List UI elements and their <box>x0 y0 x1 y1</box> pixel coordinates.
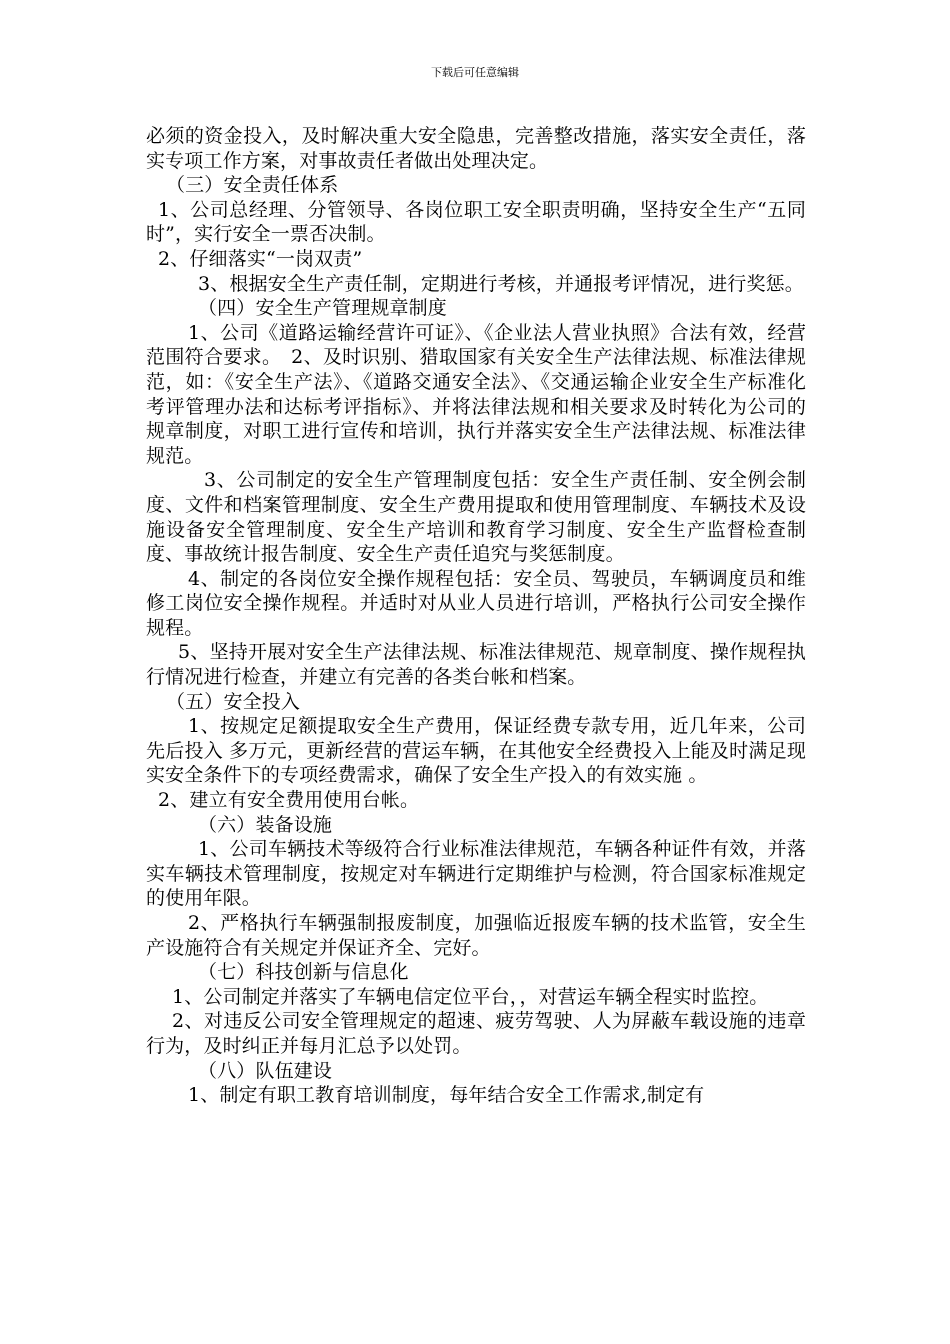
section-heading: （三）安全责任体系 <box>166 174 339 197</box>
paragraph: 2、仔细落实“一岗双责” <box>158 247 363 270</box>
paragraph: 3、根据安全生产责任制，定期进行考核，并通报考评情况，进行奖惩。 <box>198 272 804 295</box>
paragraph: 2、严格执行车辆强制报废制度，加强临近报废车辆的技术监管，安全生产设施符合有关规定并保证齐全、完好。 <box>146 912 806 959</box>
paragraph: 2、对违反公司安全管理规定的超速、疲劳驾驶、人为屏蔽车载设施的违章行为，及时纠正并每月汇总予以处罚。 <box>146 1010 806 1057</box>
paragraph: 1、公司制定并落实了车辆电信定位平台，，对营运车辆全程实时监控。 <box>172 985 769 1008</box>
paragraph: 1、公司总经理、分管领导、各岗位职工安全职责明确，坚持安全生产“五同时”，实行安全一票否决制。 <box>146 198 806 246</box>
document-body <box>146 124 806 1108</box>
section-heading: （五）安全投入 <box>166 690 301 713</box>
paragraph: 1、按规定足额提取安全生产费用，保证经费专款专用，近几年来，公司先后投入 多万元，更新经营的营运车辆，在其他安全经费投入上能及时满足现实安全条件下的专项经费需求，确保了安全生产投入的有效实施 。 <box>146 715 806 787</box>
paragraph: 1、公司车辆技术等级符合行业标准法律规范，车辆各种证件有效，并落实车辆技术管理制度，按规定对车辆进行定期维护与检测，符合国家标准规定的使用年限。 <box>146 838 806 910</box>
section-heading: （八）队伍建设 <box>198 1059 333 1082</box>
page-header: 下载后可任意编辑 <box>431 66 519 79</box>
section-heading: （六）装备设施 <box>198 813 333 836</box>
section-heading: （七）科技创新与信息化 <box>198 961 409 984</box>
paragraph: 2、建立有安全费用使用台帐。 <box>158 789 420 812</box>
section-heading: （四）安全生产管理规章制度 <box>198 297 447 320</box>
paragraph: 4、制定的各岗位安全操作规程包括：安全员、驾驶员，车辆调度员和维修工岗位安全操作规程。并适时对从业人员进行培训，严格执行公司安全操作规程。 <box>146 567 806 639</box>
paragraph: 必须的资金投入，及时解决重大安全隐患，完善整改措施，落实安全责任，落实专项工作方案，对事故责任者做出处理决定。 <box>146 125 806 172</box>
paragraph: 5、坚持开展对安全生产法律法规、标准法律规范、规章制度、操作规程执行情况进行检查，并建立有完善的各类台帐和档案。 <box>146 641 806 689</box>
paragraph: 1、公司《道路运输经营许可证》、《企业法人营业执照》合法有效，经营范围符合要求。 2、及时识别、猎取国家有关安全生产法律法规、标准法律规范，如：《安全生产法》、《道路交通安全法》、《交通运输企业安全生产标准化考评管理办法和达标考评指标》、并将法律法规和相关要求及时转化为公司的规章制度，对职工进行宣传和培训，执行并落实安全生产法律法规、标准法律规范。 <box>146 321 806 467</box>
paragraph: 1、制定有职工教育培训制度，每年结合安全工作需求,制定有 <box>188 1084 705 1107</box>
paragraph: 3、公司制定的安全生产管理制度包括：安全生产责任制、安全例会制度、文件和档案管理制度、安全生产费用提取和使用管理制度、车辆技术及设施设备安全管理制度、安全生产培训和教育学习制度、安全生产监督检查制度、事故统计报告制度、安全生产责任追究与奖惩制度。 <box>146 469 806 566</box>
